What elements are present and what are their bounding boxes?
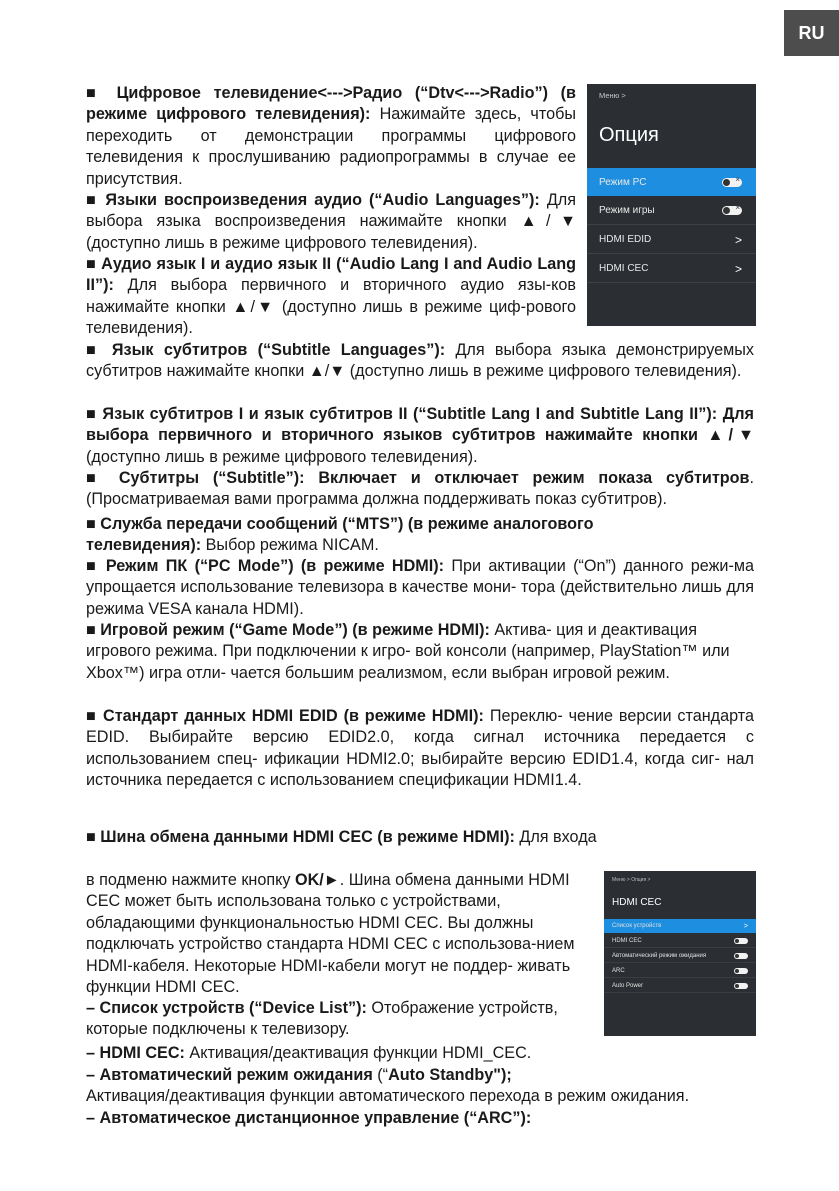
paragraph-arc xyxy=(86,1108,686,1129)
paragraph-heading: ■ Шина обмена данными HDMI CEC (в режиме HDMI): xyxy=(86,828,515,846)
menu-item-pc-mode[interactable] xyxy=(587,168,756,196)
language-tab: RU xyxy=(784,10,839,56)
paragraph-audio-languages xyxy=(86,190,576,254)
menu-item-hdmi-edid[interactable] xyxy=(587,226,756,254)
menu-item-hdmi-cec[interactable] xyxy=(587,255,756,283)
paragraph-heading: ■ Аудио язык I и аудио язык II (“Audio Lang I and Audio Lang II”): xyxy=(86,255,576,295)
paragraph-text: Выбор режима NICAM. xyxy=(201,536,379,555)
menu-item-label: HDMI CEC xyxy=(599,263,649,274)
paragraph-subtitle xyxy=(86,468,754,511)
menu-item-label: ARC xyxy=(612,967,625,974)
tv-options-menu xyxy=(587,84,756,326)
menu-title: Опция xyxy=(599,124,659,146)
menu-item-arc[interactable] xyxy=(604,964,756,978)
menu-breadcrumb: Меню > xyxy=(599,91,626,100)
paragraph-hdmi-cec-toggle xyxy=(86,1043,646,1064)
paragraph-heading: – Автоматическое дистанционное управление (“ARC”): xyxy=(86,1109,532,1127)
paragraph-dtv-radio xyxy=(86,83,576,190)
toggle-switch[interactable] xyxy=(722,206,742,215)
menu-item-label: Auto Power xyxy=(612,982,644,989)
paragraph-text: Переклю- чение версии стандарта EDID. Выбирайте версию EDID2.0, когда сигнал источника передается с использованием спец- ификации HDMI2.0; выбирайте версию EDID1.4, когда сиг- нал источника передается с использованием спецификации HDMI1.4. xyxy=(86,707,754,790)
paragraph-heading: ■ Служба передачи сообщений (“MTS”) (в режиме аналогового телевидения): xyxy=(86,515,594,555)
paragraph-text: . (Просматриваемая вами программа должна поддерживать показ субтитров). xyxy=(86,469,754,509)
menu-item-device-list[interactable] xyxy=(604,919,756,933)
tv-hdmi-cec-menu xyxy=(604,871,756,1036)
paragraph-text: (“ xyxy=(372,1066,389,1084)
paragraph-heading: ■ Игровой режим (“Game Mode”) (в режиме HDMI): xyxy=(86,621,490,639)
menu-item-label: Список устройств xyxy=(612,923,662,929)
toggle-switch[interactable] xyxy=(734,953,748,959)
paragraph-heading: – Список устройств (“Device List”): xyxy=(86,999,367,1017)
menu-item-label: HDMI EDID xyxy=(599,234,652,245)
paragraph-text: При активации (“On”) данного режи-ма упрощается использование телевизора в качестве мони- тора (действительно лишь для режима VESA канала HDMI). xyxy=(86,557,754,618)
menu-item-auto-standby[interactable] xyxy=(604,949,756,963)
menu-item-label: Автоматический режим ожидания xyxy=(612,952,707,959)
chevron-right-icon: > xyxy=(734,232,742,247)
chevron-right-icon: > xyxy=(743,922,748,930)
paragraph-text: Активация/деактивация функции автоматического перехода в режим ожидания. xyxy=(86,1087,690,1106)
paragraph-hdmi-cec xyxy=(86,827,616,848)
paragraph-device-list xyxy=(86,998,586,1041)
toggle-switch[interactable] xyxy=(734,983,748,989)
paragraph-audio-lang-1-2 xyxy=(86,254,576,340)
paragraph-cec-intro xyxy=(86,870,586,998)
toggle-switch[interactable] xyxy=(722,178,742,187)
paragraph-text: Для выбора первичного и вторичного аудио язы-ков нажимайте кнопки ▲/▼ (доступно лишь в режиме циф-рового телевидения). xyxy=(86,276,576,338)
paragraph-heading: ■ Язык субтитров (“Subtitle Languages”): xyxy=(86,341,446,359)
paragraph-heading-en: Auto Standby"); xyxy=(388,1066,512,1084)
paragraph-game-mode xyxy=(86,620,754,684)
paragraph-heading: ■ Языки воспроизведения аудио (“Audio Languages”): xyxy=(86,191,540,209)
paragraph-text: Актива- ция и деактивация игрового режима. При подключении к игро- вой консоли (например, PlayStation™ или Xbox™) игра отли- чается большим реализмом, если выбран игровой режим. xyxy=(86,621,730,682)
paragraph-text: (доступно лишь в режиме цифрового телевидения). xyxy=(86,447,478,466)
paragraph-subtitle-languages xyxy=(86,340,754,383)
ok-key: OK/► xyxy=(294,871,340,889)
menu-breadcrumb: Меню > Опция > xyxy=(612,877,651,883)
paragraph-heading: ■ Язык субтитров I и язык субтитров II (“Subtitle Lang I and Subtitle Lang II”): Для выбора первичного и вторичного языков субтитров нажимайте кнопки ▲/▼ xyxy=(86,405,754,445)
paragraph-text: Нажимайте здесь, чтобы переходить от демонстрации программы цифрового телевидения к прослушиванию радиопрограммы в случае ее присутствия. xyxy=(86,105,577,188)
menu-item-game-mode[interactable] xyxy=(587,197,756,225)
paragraph-text: Для выбора языка демонстрируемых субтитров нажимайте кнопки ▲/▼ (доступно лишь в режиме цифрового телевидения). xyxy=(86,341,754,381)
menu-item-auto-power[interactable] xyxy=(604,979,756,993)
menu-item-label: Режим PC xyxy=(599,176,647,188)
paragraph-heading: – Автоматический режим ожидания xyxy=(86,1066,373,1084)
menu-title: HDMI CEC xyxy=(612,897,662,908)
paragraph-heading: ■ Субтитры (“Subtitle”): Включает и отключает режим показа субтитров xyxy=(86,469,750,487)
paragraph-pc-mode xyxy=(86,556,754,620)
paragraph-heading: – HDMI CEC: xyxy=(86,1044,185,1062)
paragraph-subtitle-lang-1-2 xyxy=(86,404,754,468)
paragraph-text: Для выбора языка воспроизведения нажимайте кнопки ▲/▼ (доступно лишь в режиме цифрового телевидения). xyxy=(86,191,577,252)
paragraph-auto-standby xyxy=(86,1065,766,1108)
menu-item-hdmi-cec[interactable] xyxy=(604,934,756,948)
paragraph-heading: ■ Режим ПК (“PC Mode”) (в режиме HDMI): xyxy=(86,557,445,575)
paragraph-text: Отображение устройств, которые подключены к телевизору. xyxy=(86,999,558,1039)
paragraph-text: . Шина обмена данными HDMI CEC может быть использована только с устройствами, обладающими функциональностью HDMI CEC. Вы должны подключать устройство стандарта HDMI CEC с использова-нием HDMI-кабеля. Некоторые HDMI-кабели могут не поддер- живать функции HDMI CEC. xyxy=(86,871,575,997)
toggle-switch[interactable] xyxy=(734,968,748,974)
paragraph-mts xyxy=(86,514,666,557)
chevron-right-icon: > xyxy=(734,261,742,276)
paragraph-heading: ■ Стандарт данных HDMI EDID (в режиме HDMI): xyxy=(86,707,484,725)
paragraph-text: Для входа xyxy=(514,828,597,846)
paragraph-text: Активация/деактивация функции HDMI_CEC. xyxy=(184,1044,532,1062)
paragraph-text: в подменю нажмите кнопку xyxy=(86,871,295,889)
menu-item-label: Режим игры xyxy=(599,205,655,216)
paragraph-heading: ■ Цифровое телевидение<--->Радио (“Dtv<--->Radio”) (в режиме цифрового телевидения): xyxy=(86,84,576,124)
toggle-switch[interactable] xyxy=(734,938,748,944)
menu-item-label: HDMI CEC xyxy=(612,937,642,944)
paragraph-hdmi-edid xyxy=(86,706,754,792)
